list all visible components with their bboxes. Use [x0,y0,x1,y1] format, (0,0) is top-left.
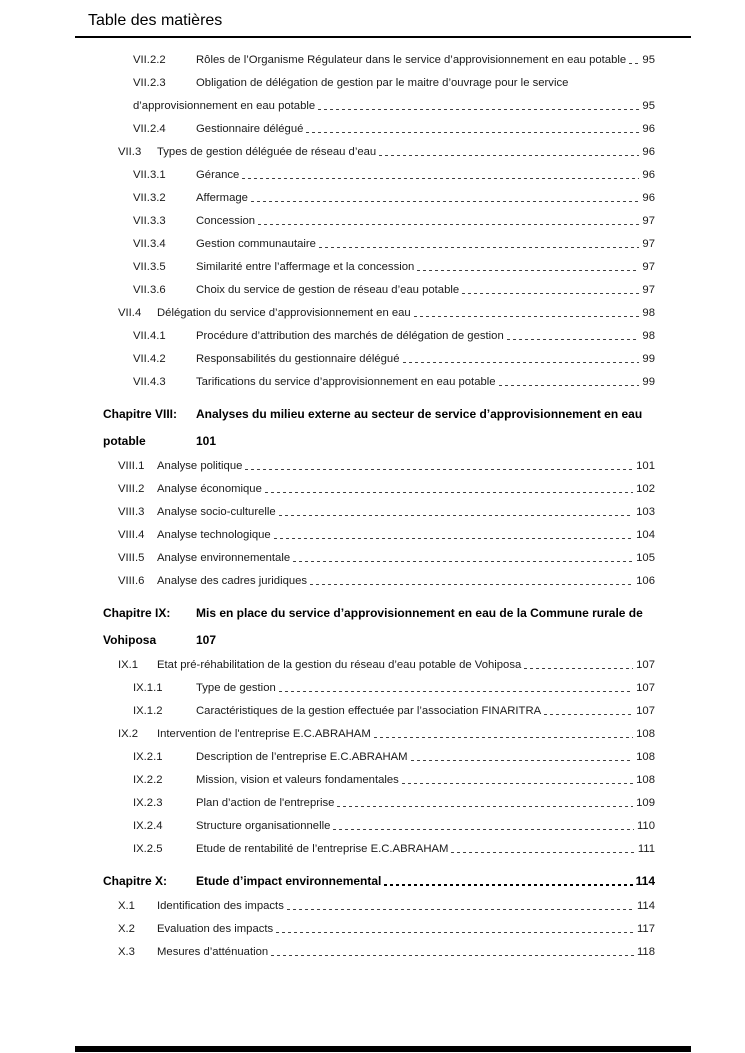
toc-leader [384,884,632,886]
toc-entry-page: 97 [642,237,655,250]
toc-entry-title: Mis en place du service d’approvisionnement en eau de la Commune rurale de [196,605,643,620]
toc-entry-title: Analyse socio-culturelle [157,505,276,518]
toc-entry-page: 95 [642,53,655,66]
toc-entry-page: 97 [642,260,655,273]
toc-entry-continuation [103,427,655,454]
toc-leader [524,668,633,669]
toc-entry-title: Types de gestion déléguée de réseau d’eau [157,145,377,158]
toc-entry [103,301,655,324]
toc-entry-number: X.1 [118,899,135,912]
toc-entry-title: Similarité entre l’affermage et la concession [196,260,415,273]
header-rule [75,36,691,38]
toc-leader [318,109,639,110]
toc-leader [507,339,640,340]
toc-entry-number: IX.1.2 [133,704,163,717]
toc-entry-number: VII.4.1 [133,329,166,342]
toc-entry-number: IX.2.3 [133,796,163,809]
toc-entry-page: 108 [636,773,655,786]
toc-entry-title: Affermage [196,191,248,204]
toc-entry [103,324,655,347]
toc-entry-page: 108 [636,727,655,740]
toc-entry-page: 102 [636,482,655,495]
toc-entry-number: VII.2.3 [133,76,166,89]
toc-entry [103,894,655,917]
toc-entry [103,232,655,255]
toc-entry-title: Gérance [196,168,240,181]
toc-entry-number: Chapitre IX: [103,605,171,620]
toc-entry-page: 97 [642,283,655,296]
toc-entry-page: 111 [637,842,655,855]
toc-entry-title: Rôles de l’Organisme Régulateur dans le service d’approvisionnement en eau potable [196,53,627,66]
toc-leader [411,760,634,761]
toc-leader [287,909,634,910]
toc-entry-title: Mesures d’atténuation [157,945,269,958]
toc-entry [103,71,655,94]
toc-entry-page: 98 [642,329,655,342]
toc-entry-title: Gestion communautaire [196,237,316,250]
toc-entry-number: VII.4.3 [133,375,166,388]
toc-leader [310,584,633,585]
toc-entry [103,940,655,963]
toc-leader [242,178,639,179]
toc-entry-title: Caractéristiques de la gestion effectuée par l’association FINARITRA [196,704,542,717]
toc-entry-number: VII.2.4 [133,122,166,135]
toc-entry [103,699,655,722]
toc-entry [103,814,655,837]
toc-entry [103,255,655,278]
toc-entry [103,48,655,71]
toc-leader [629,63,639,64]
toc-entry [103,163,655,186]
toc-entry-number: VII.3.5 [133,260,166,273]
toc-entry-number: X.2 [118,922,135,935]
toc-entry-title-continued: d’approvisionnement en eau potable [133,99,316,112]
toc-leader [274,538,633,539]
toc-entry-page: 99 [642,352,655,365]
toc-entry-page: 97 [642,214,655,227]
toc-entry-number: IX.1 [118,658,139,671]
toc-entry-number: VII.3.6 [133,283,166,296]
toc-leader [251,201,640,202]
toc-leader [417,270,639,271]
toc-entry [103,599,655,626]
toc-leader [337,806,633,807]
toc-entry-page: 110 [636,819,655,832]
toc-entry-title: Analyse environnementale [157,551,291,564]
toc-entry-title: Obligation de délégation de gestion par le maitre d’ouvrage pour le service [196,76,569,89]
toc-entry-page: 101 [196,433,217,448]
toc-entry-page: 109 [636,796,655,809]
toc-leader [544,714,633,715]
toc-entry-number: VIII.1 [118,459,145,472]
toc-entry-number: VIII.6 [118,574,145,587]
toc-entry-title: Analyse technologique [157,528,271,541]
page-title: Table des matières [88,12,223,29]
toc-entry [103,676,655,699]
toc-entry [103,400,655,427]
toc-leader [279,515,633,516]
toc-entry-title: Analyse économique [157,482,262,495]
toc-entry [103,370,655,393]
toc-entry-number: VII.4 [118,306,142,319]
toc-entry-page: 107 [196,632,217,647]
toc-entry-number: VIII.2 [118,482,145,495]
toc-list [103,48,655,963]
toc-entry [103,347,655,370]
toc-leader [276,932,634,933]
toc-entry-title: Etat pré-réhabilitation de la gestion du réseau d’eau potable de Vohiposa [157,658,522,671]
toc-entry-number: VII.3.3 [133,214,166,227]
toc-entry [103,768,655,791]
toc-entry [103,546,655,569]
toc-entry-title: Description de l’entreprise E.C.ABRAHAM [196,750,408,763]
toc-leader [245,469,633,470]
toc-entry [103,477,655,500]
toc-entry-number: IX.2.2 [133,773,163,786]
toc-entry-number: IX.1.1 [133,681,163,694]
toc-entry-title-continued: potable [103,433,146,448]
toc-entry-page: 104 [636,528,655,541]
toc-entry-number: VII.2.2 [133,53,166,66]
toc-entry-title: Délégation du service d’approvisionnement en eau [157,306,411,319]
toc-entry [103,745,655,768]
toc-entry-number: Chapitre VIII: [103,406,178,421]
toc-entry [103,791,655,814]
toc-entry-title: Procédure d’attribution des marchés de délégation de gestion [196,329,504,342]
toc-entry-page: 107 [636,704,655,717]
toc-entry-number: Chapitre X: [103,873,168,888]
toc-entry-title: Choix du service de gestion de réseau d’eau potable [196,283,460,296]
toc-entry-number: IX.2.4 [133,819,163,832]
toc-entry-page: 114 [636,899,655,912]
toc-entry-page: 107 [636,658,655,671]
toc-entry-continuation [103,626,655,653]
toc-entry [103,523,655,546]
toc-entry-title: Gestionnaire délégué [196,122,304,135]
toc-entry-title: Analyse politique [157,459,243,472]
toc-entry-title: Structure organisationnelle [196,819,331,832]
toc-entry-title: Mission, vision et valeurs fondamentales [196,773,399,786]
toc-entry-title: Responsabilités du gestionnaire délégué [196,352,400,365]
toc-entry [103,500,655,523]
toc-entry-page: 108 [636,750,655,763]
toc-leader [403,362,640,363]
toc-entry-title: Intervention de l'entreprise E.C.ABRAHAM [157,727,371,740]
toc-entry-number: VII.3.4 [133,237,166,250]
toc-entry-title: Analyse des cadres juridiques [157,574,308,587]
toc-entry-title: Concession [196,214,256,227]
toc-entry [103,140,655,163]
toc-entry [103,722,655,745]
toc-leader [306,132,639,133]
toc-entry-number: VIII.3 [118,505,145,518]
toc-entry-title: Plan d’action de l'entreprise [196,796,335,809]
toc-entry-page: 95 [642,99,655,112]
toc-entry-number: VII.3.1 [133,168,166,181]
toc-leader [374,737,633,738]
toc-entry-title: Evaluation des impacts [157,922,274,935]
toc-entry-number: VII.3.2 [133,191,166,204]
toc-entry-page: 96 [642,122,655,135]
toc-entry-page: 96 [642,191,655,204]
toc-entry-number: IX.2.1 [133,750,163,763]
toc-entry-page: 117 [636,922,655,935]
toc-entry [103,186,655,209]
toc-entry-title-continued: Vohiposa [103,632,157,647]
toc-leader [402,783,633,784]
toc-entry-title: Identification des impacts [157,899,284,912]
toc-entry-page: 96 [642,168,655,181]
toc-entry-page: 118 [636,945,655,958]
toc-entry-number: X.3 [118,945,135,958]
toc-leader [379,155,639,156]
toc-entry-page: 103 [636,505,655,518]
toc-entry-title: Etude de rentabilité de l’entreprise E.C.ABRAHAM [196,842,449,855]
page-bottom-rule [75,1046,691,1052]
toc-leader [414,316,640,317]
toc-entry-number: VII.4.2 [133,352,166,365]
toc-entry-continuation [103,94,655,117]
toc-entry-page: 105 [636,551,655,564]
toc-entry [103,917,655,940]
toc-leader [271,955,634,956]
toc-entry-title: Type de gestion [196,681,276,694]
toc-entry-title: Etude d’impact environnemental [196,873,382,888]
toc-entry [103,653,655,676]
toc-entry-number: IX.2.5 [133,842,163,855]
toc-entry-page: 107 [636,681,655,694]
toc-entry-page: 114 [635,873,655,888]
toc-leader [499,385,640,386]
toc-entry [103,454,655,477]
toc-entry-page: 99 [642,375,655,388]
toc-leader [293,561,633,562]
toc-leader [451,852,634,853]
toc-leader [279,691,633,692]
toc-leader [462,293,639,294]
toc-entry [103,209,655,232]
toc-entry [103,569,655,592]
toc-entry-number: IX.2 [118,727,139,740]
toc-entry-page: 96 [642,145,655,158]
toc-entry-title: Tarifications du service d’approvisionnement en eau potable [196,375,496,388]
toc-entry-number: VIII.5 [118,551,145,564]
toc-entry-number: VII.3 [118,145,142,158]
toc-entry-page: 98 [642,306,655,319]
toc-leader [319,247,639,248]
toc-entry [103,278,655,301]
toc-entry-page: 106 [636,574,655,587]
toc-entry [103,867,655,894]
toc-entry-page: 101 [636,459,655,472]
toc-leader [333,829,634,830]
toc-entry-title: Analyses du milieu externe au secteur de service d’approvisionnement en eau [196,406,643,421]
toc-entry [103,117,655,140]
toc-entry [103,837,655,860]
toc-leader [258,224,639,225]
toc-entry-number: VIII.4 [118,528,145,541]
toc-leader [265,492,633,493]
